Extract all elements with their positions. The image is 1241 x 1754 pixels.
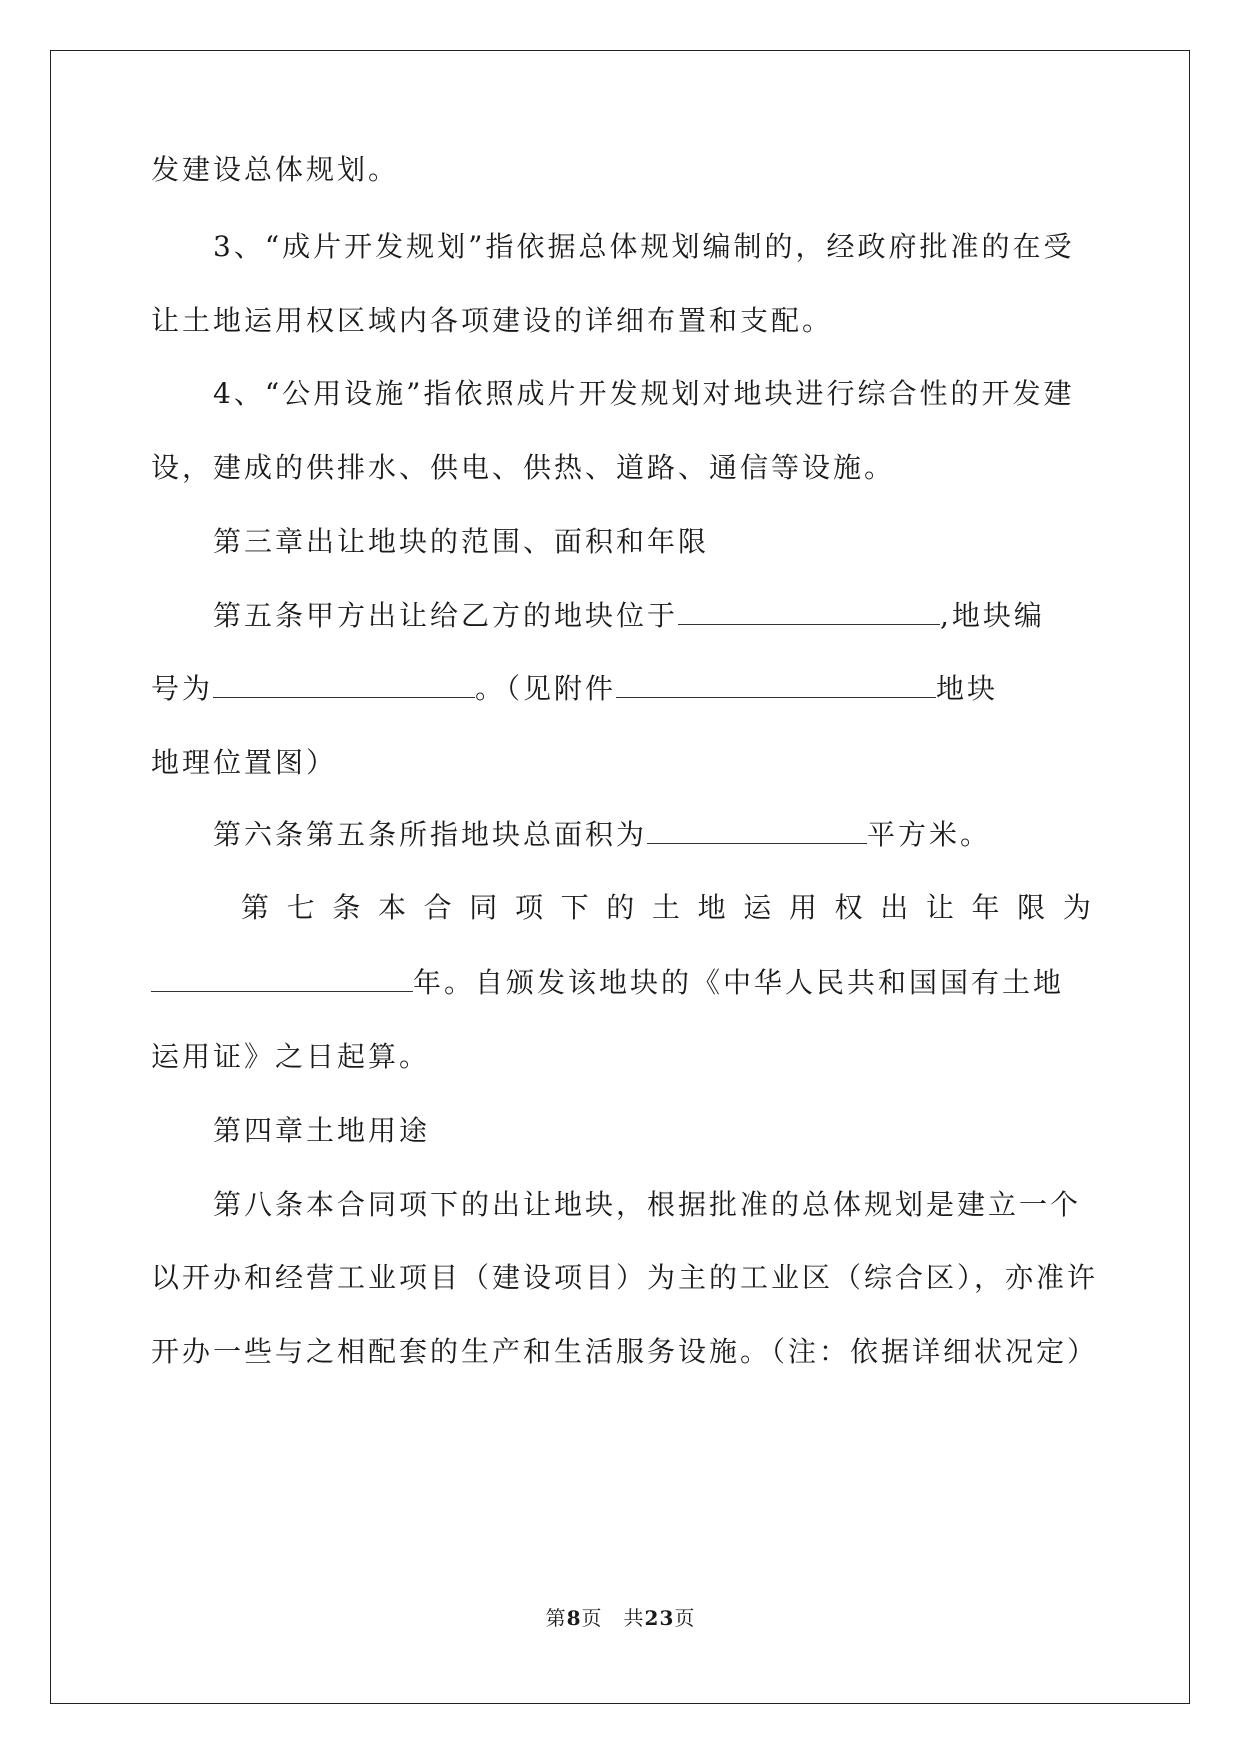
char: 的 <box>606 891 635 924</box>
char: 第 <box>241 891 270 924</box>
char: 七 <box>286 891 315 924</box>
char: 合 <box>423 891 452 924</box>
paragraph-line: 第八条本合同项下的出让地块，根据批准的总体规划是建立一个 <box>213 1188 1082 1221</box>
char: 让 <box>925 891 954 924</box>
char: 为 <box>1062 891 1091 924</box>
char: 用 <box>788 891 817 924</box>
fill-blank <box>647 815 867 844</box>
page-number: 8 <box>566 1606 582 1630</box>
fill-blank <box>151 963 413 992</box>
line-text: 平方米。 <box>867 818 992 851</box>
char: 土 <box>651 891 680 924</box>
footer-text: 第 <box>545 1606 567 1630</box>
line-text: 第五条甲方出让给乙方的地块位于 <box>213 599 679 632</box>
char: 运 <box>743 891 772 924</box>
paragraph-line: 开办一些与之相配套的生产和生活服务设施。（注：依据详细状况定） <box>151 1335 1099 1368</box>
paragraph-line: 发建设总体规划。 <box>151 153 400 186</box>
char: 地 <box>697 891 726 924</box>
line-text: 号为 <box>151 672 214 705</box>
line-text: 。（见附件 <box>475 672 617 705</box>
char: 本 <box>377 891 406 924</box>
char: 同 <box>469 891 498 924</box>
line-text: ,地块编 <box>940 599 1045 632</box>
paragraph-line: 让土地运用权区域内各项建设的详细布置和支配。 <box>151 304 834 337</box>
fill-blank <box>213 669 475 698</box>
page-border <box>50 50 1190 1704</box>
justified-line <box>151 888 1091 928</box>
line-text: 第六条第五条所指地块总面积为 <box>213 818 648 851</box>
chapter-heading: 第四章土地用途 <box>213 1114 431 1147</box>
line-text: 年。自颁发该地块的《中华人民共和国国有土地 <box>413 966 1065 999</box>
char: 权 <box>834 891 863 924</box>
paragraph-line: 3、“成片开发规划”指依据总体规划编制的，经政府批准的在受 <box>213 230 1075 263</box>
char: 年 <box>971 891 1000 924</box>
paragraph-line: 地理位置图） <box>151 746 338 779</box>
paragraph-line <box>151 815 1091 855</box>
footer-text: 页 共 <box>581 1606 645 1630</box>
paragraph-line: 以开办和经营工业项目（建设项目）为主的工业区（综合区），亦准许 <box>151 1261 1099 1294</box>
paragraph-line <box>151 963 1091 1003</box>
page-total: 23 <box>644 1606 675 1630</box>
char: 条 <box>332 891 361 924</box>
chapter-heading: 第三章出让地块的范围、面积和年限 <box>213 525 710 558</box>
paragraph-line <box>151 596 1091 636</box>
page-footer <box>0 1606 1241 1630</box>
paragraph-line <box>151 669 1091 709</box>
char: 限 <box>1017 891 1046 924</box>
footer-text: 页 <box>674 1606 696 1630</box>
paragraph-line: 4、“公用设施”指依照成片开发规划对地块进行综合性的开发建 <box>213 377 1075 410</box>
paragraph-line: 设，建成的供排水、供电、供热、道路、通信等设施。 <box>151 451 896 484</box>
char: 项 <box>514 891 543 924</box>
char: 出 <box>880 891 909 924</box>
char: 下 <box>560 891 589 924</box>
line-text: 地块 <box>936 672 999 705</box>
paragraph-line: 运用证》之日起算。 <box>151 1040 431 1073</box>
fill-blank <box>616 669 936 698</box>
fill-blank <box>678 596 940 625</box>
